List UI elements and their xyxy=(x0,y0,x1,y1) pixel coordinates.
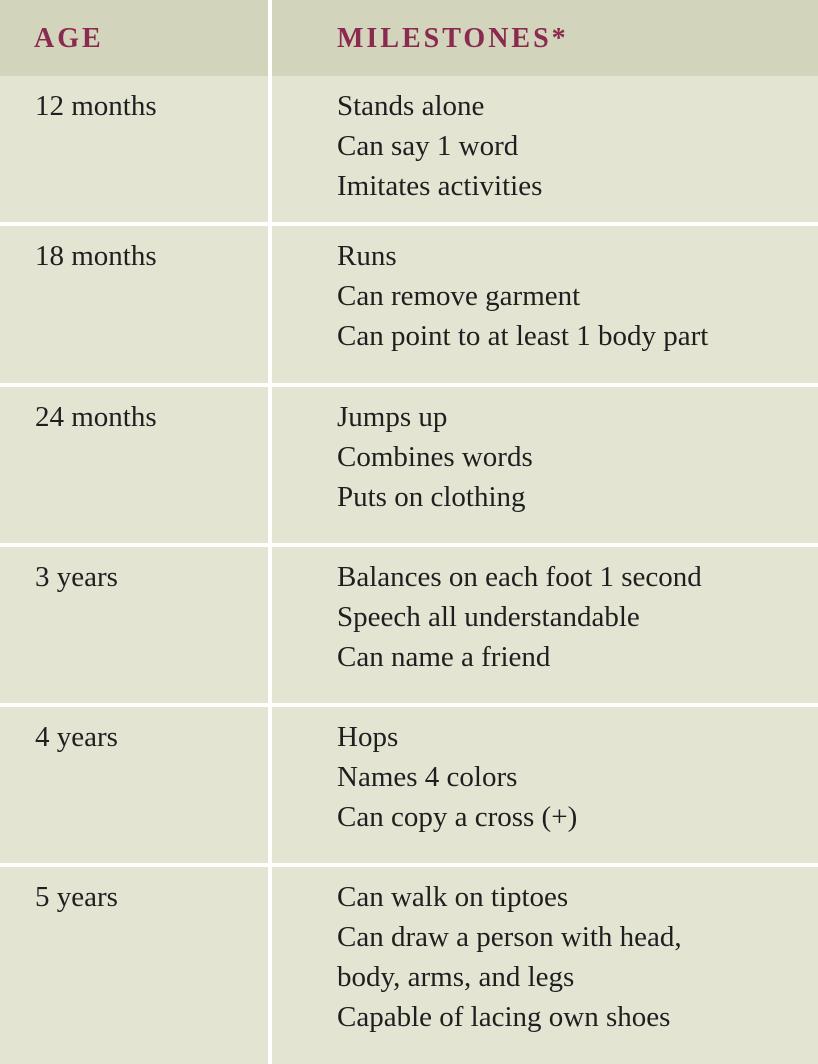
table-header xyxy=(0,0,818,76)
milestone-item: Names 4 colors xyxy=(337,761,518,793)
column-divider xyxy=(268,0,272,1064)
table-row xyxy=(0,226,818,383)
age-cell: 12 months xyxy=(35,90,157,122)
table-row xyxy=(0,707,818,863)
age-cell: 3 years xyxy=(35,561,118,593)
milestone-list xyxy=(337,397,533,517)
milestone-item: Imitates activities xyxy=(337,170,543,202)
table-row xyxy=(0,867,818,1064)
milestone-item: Runs xyxy=(337,240,397,272)
milestone-item: Capable of lacing own shoes xyxy=(337,1001,671,1033)
milestone-item: Balances on each foot 1 second xyxy=(337,561,702,593)
milestone-item: Stands alone xyxy=(337,90,485,122)
table-row xyxy=(0,387,818,543)
age-cell: 4 years xyxy=(35,721,118,753)
milestone-item: Can copy a cross (+) xyxy=(337,801,578,833)
milestone-item: Can walk on tiptoes xyxy=(337,881,569,913)
milestone-item: body, arms, and legs xyxy=(337,961,575,993)
header-age: AGE xyxy=(34,23,104,54)
milestone-item: Combines words xyxy=(337,441,533,473)
milestone-item: Can say 1 word xyxy=(337,130,519,162)
milestone-item: Speech all understandable xyxy=(337,601,640,633)
milestone-list xyxy=(337,86,542,206)
table-row xyxy=(0,547,818,703)
milestone-list xyxy=(337,557,702,677)
milestone-list xyxy=(337,877,682,1037)
milestone-item: Can draw a person with head, xyxy=(337,921,682,953)
milestone-item: Can remove garment xyxy=(337,280,581,312)
header-milestones: MILESTONES* xyxy=(337,23,569,54)
table-row xyxy=(0,76,818,222)
milestone-item: Puts on clothing xyxy=(337,481,526,513)
age-cell: 24 months xyxy=(35,401,157,433)
milestone-item: Jumps up xyxy=(337,401,448,433)
milestone-item: Can point to at least 1 body part xyxy=(337,320,709,352)
milestone-list xyxy=(337,717,577,837)
milestone-list xyxy=(337,236,708,356)
milestone-item: Can name a friend xyxy=(337,641,551,673)
milestone-item: Hops xyxy=(337,721,399,753)
age-cell: 18 months xyxy=(35,240,157,272)
age-cell: 5 years xyxy=(35,881,118,913)
